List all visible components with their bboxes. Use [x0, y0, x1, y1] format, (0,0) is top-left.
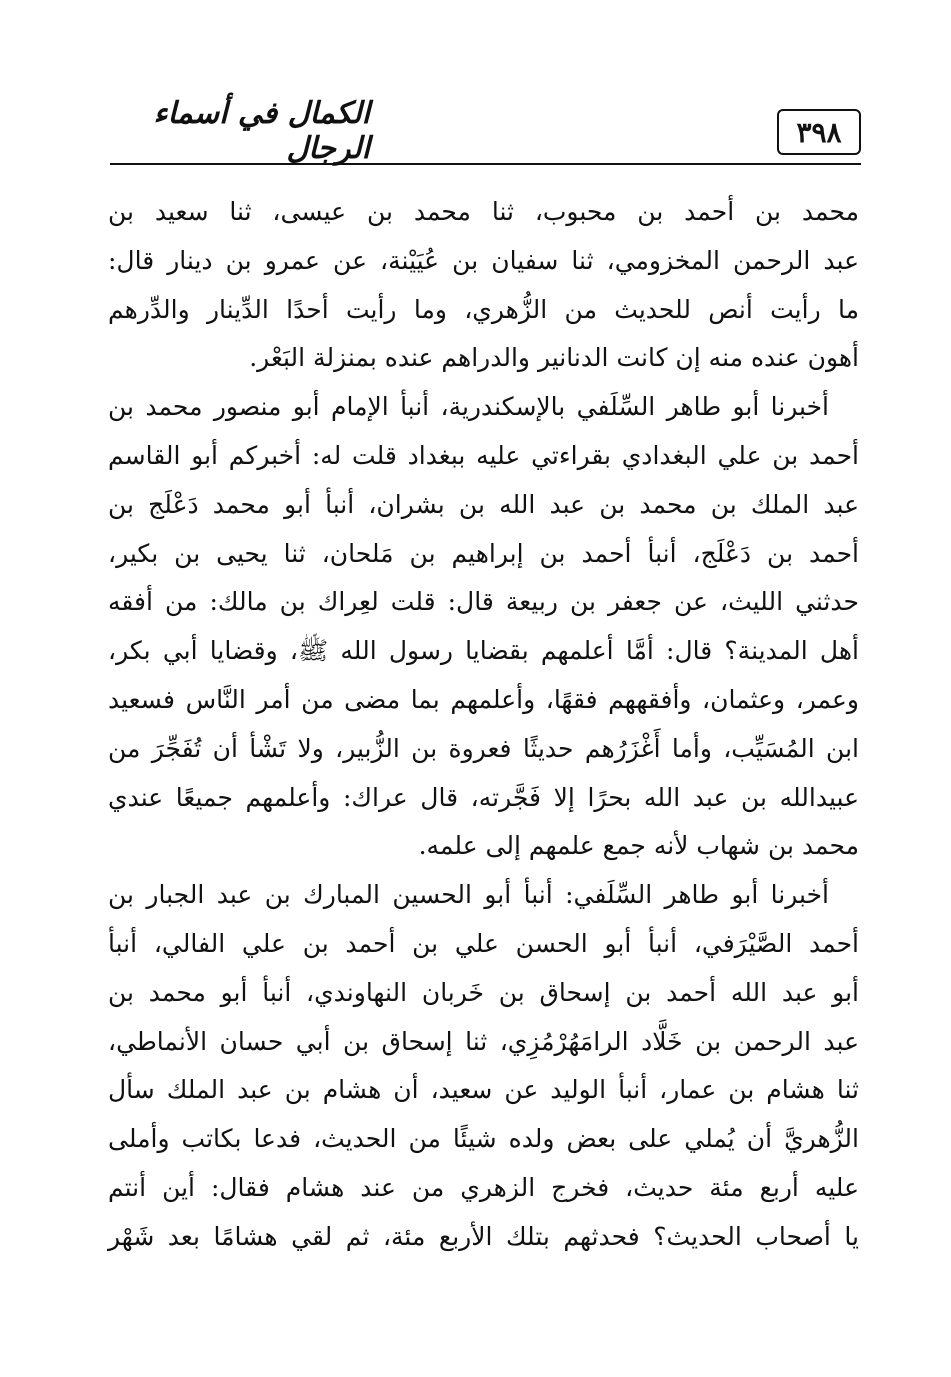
text-line: أبو عبد الله أحمد بن إسحاق بن خَربان النهاوندي، أنبأ أبو محمد بن — [108, 977, 859, 1007]
text-line: ابن المُسَيِّب، وأما أَغْزَرُهم حديثًا فعروة بن الزُّبير، ولا تَشْأ أن تُفَجِّرَ من — [108, 733, 859, 763]
text-line: يا أصحاب الحديث؟ فحدثهم بتلك الأربع مئة، ثم لقي هشامًا بعد شَهْر — [108, 1221, 859, 1251]
text-line: أخبرنا أبو طاهر السِّلَفي: أنبأ أبو الحسين المبارك بن عبد الجبار بن — [108, 880, 829, 910]
text-line: أحمد بن دَعْلَج، أنبأ أحمد بن إبراهيم بن مَلحان، ثنا يحيى بن بكير، — [108, 538, 859, 568]
text-line: عبد الرحمن المخزومي، ثنا سفيان بن عُيَيْنة، عن عمرو بن دينار قال: — [108, 245, 859, 275]
page-number: ٣٩٨ — [777, 109, 861, 155]
text-line: الزُّهريَّ أن يُملي على بعض ولده شيئًا من الحديث، فدعا بكاتب وأملى — [108, 1124, 859, 1154]
text-line: وعمر، وعثمان، وأفقههم فقهًا، وأعلمهم بما مضى من أمر النَّاس فسعيد — [108, 684, 859, 714]
text-line: محمد بن أحمد بن محبوب، ثنا محمد بن عيسى، ثنا سعيد بن — [108, 197, 859, 226]
body-text — [108, 188, 859, 1262]
text-line: عليه أربع مئة حديث، فخرج الزهري من عند هشام فقال: أين أنتم — [108, 1172, 859, 1202]
text-line: عبد الملك بن محمد بن عبد الله بن بشران، أنبأ أبو محمد دَعْلَج بن — [108, 489, 859, 519]
text-line: أخبرنا أبو طاهر السِّلَفي بالإسكندرية، أنبأ الإمام أبو منصور محمد بن — [108, 392, 829, 422]
text-line: أهون عنده منه إن كانت الدنانير والدراهم عنده بمنزلة البَعْر. — [249, 343, 859, 373]
text-line: ما رأيت أنص للحديث من الزُّهري، وما رأيت أحدًا الدِّينار والدِّرهم — [108, 294, 859, 324]
text-line: أحمد بن علي البغدادي بقراءتي عليه ببغداد قلت له: أخبركم أبو القاسم — [108, 440, 859, 470]
text-line: حدثني الليث، عن جعفر بن ربيعة قال: قلت لعِراك بن مالك: من أفقه — [108, 587, 859, 617]
text-line: عبد الرحمن بن خَلَّاد الرامَهُرْمُزِي، ثنا إسحاق بن أبي حسان الأنماطي، — [108, 1026, 859, 1056]
page-header — [110, 96, 861, 166]
text-line: أهل المدينة؟ قال: أمَّا أعلمهم بقضايا رسول الله ﷺ، وقضايا أبي بكر، — [108, 636, 859, 666]
text-line: أحمد الصَّيْرَفي، أنبأ أبو الحسن علي بن أحمد بن علي الفالي، أنبأ — [108, 928, 859, 958]
text-line: محمد بن شهاب لأنه جمع علمهم إلى علمه. — [418, 831, 859, 861]
text-line: ثنا هشام بن عمار، أنبأ الوليد عن سعيد، أن هشام بن عبد الملك سأل — [108, 1075, 859, 1105]
header-divider — [110, 163, 861, 165]
text-line: عبيدالله بن عبد الله بحرًا إلا فَجَّرته، قال عراك: وأعلمهم جميعًا عندي — [108, 782, 859, 812]
book-title: الكمال في أسماء الرجال — [153, 96, 370, 166]
